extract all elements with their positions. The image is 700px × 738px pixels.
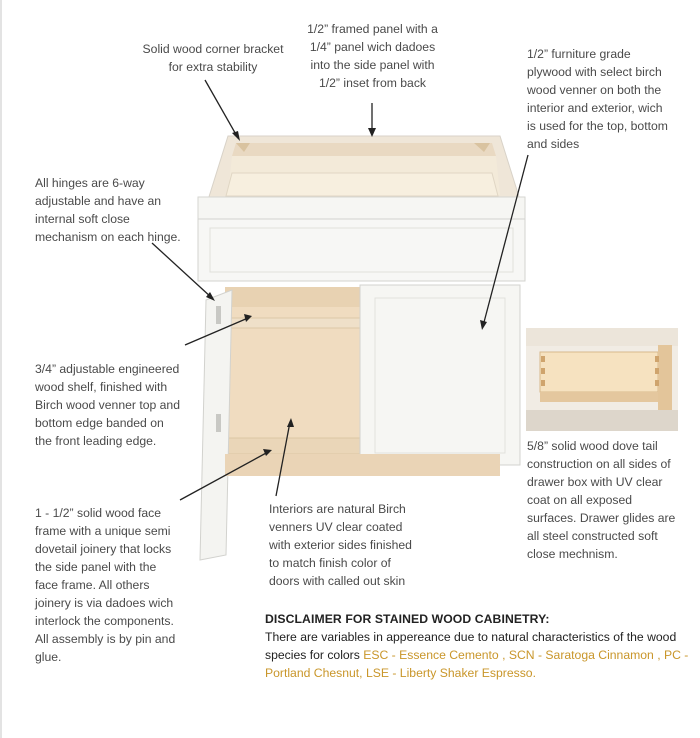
callout-face-frame: 1 - 1/2” solid wood face frame with a unique semi dovetail joinery that locks the side panel with the face frame. All others joinery is via dadoes wich interlock the components. All assembly is by pin and glue. bbox=[35, 506, 176, 664]
hinge-bottom bbox=[216, 414, 221, 432]
disclaimer-heading: DISCLAIMER FOR STAINED WOOD CABINETRY: bbox=[265, 612, 550, 626]
top-rail bbox=[198, 197, 525, 219]
callout-interiors: Interiors are natural Birch venners UV clear coated with exterior sides finished to match finish color of doors with called out skin bbox=[269, 502, 412, 588]
disclaimer-body: There are variables in appereance due to natural characteristics of the wood species for colors bbox=[265, 630, 677, 662]
disclaimer-text bbox=[265, 628, 695, 682]
drawer-front-edge bbox=[658, 345, 672, 415]
right-door bbox=[360, 285, 520, 465]
toe-kick bbox=[225, 454, 500, 476]
callout-hinges: All hinges are 6-way adjustable and have an internal soft close mechanism on each hinge. bbox=[35, 176, 181, 244]
cabinet-bottom bbox=[225, 438, 360, 454]
callout-plywood: 1/2” furniture grade plywood with select birch wood venner on both the interior and exterior, wich is used for the top, bottom and sides bbox=[527, 47, 668, 151]
callout-shelf: 3/4” adjustable engineered wood shelf, finished with Birch wood venner top and bottom edge banded on the front leading edge. bbox=[35, 362, 180, 448]
callout-dovetail: 5/8” solid wood dove tail construction on all sides of drawer box with UV clear coat on all exposed surfaces. Drawer glides are all steel constructed soft close mechnism. bbox=[527, 439, 676, 561]
dovetail-photo-top bbox=[526, 328, 678, 346]
drawer-glide bbox=[526, 410, 678, 431]
interior-top-shade bbox=[225, 287, 360, 307]
disclaimer bbox=[265, 610, 695, 682]
arrow-corner-bracket bbox=[205, 80, 238, 138]
drawer-box-inside bbox=[226, 173, 498, 196]
drawer-box-side bbox=[540, 352, 658, 392]
drawer-box-edge bbox=[540, 392, 658, 402]
back-panel-strip bbox=[232, 143, 496, 156]
callout-corner-bracket: Solid wood corner bracket for extra stability bbox=[142, 42, 284, 74]
hinge-top bbox=[216, 306, 221, 324]
cabinet-interior bbox=[225, 287, 360, 452]
disclaimer-color-list: ESC - Essence Cemento , SCN - Saratoga Cinnamon , PC - Portland Chesnut, LSE - Liberty Shaker Espresso. bbox=[265, 648, 689, 680]
callout-framed-panel: 1/2” framed panel with a 1/4” panel wich dadoes into the side panel with 1/2” inset from back bbox=[307, 22, 438, 90]
